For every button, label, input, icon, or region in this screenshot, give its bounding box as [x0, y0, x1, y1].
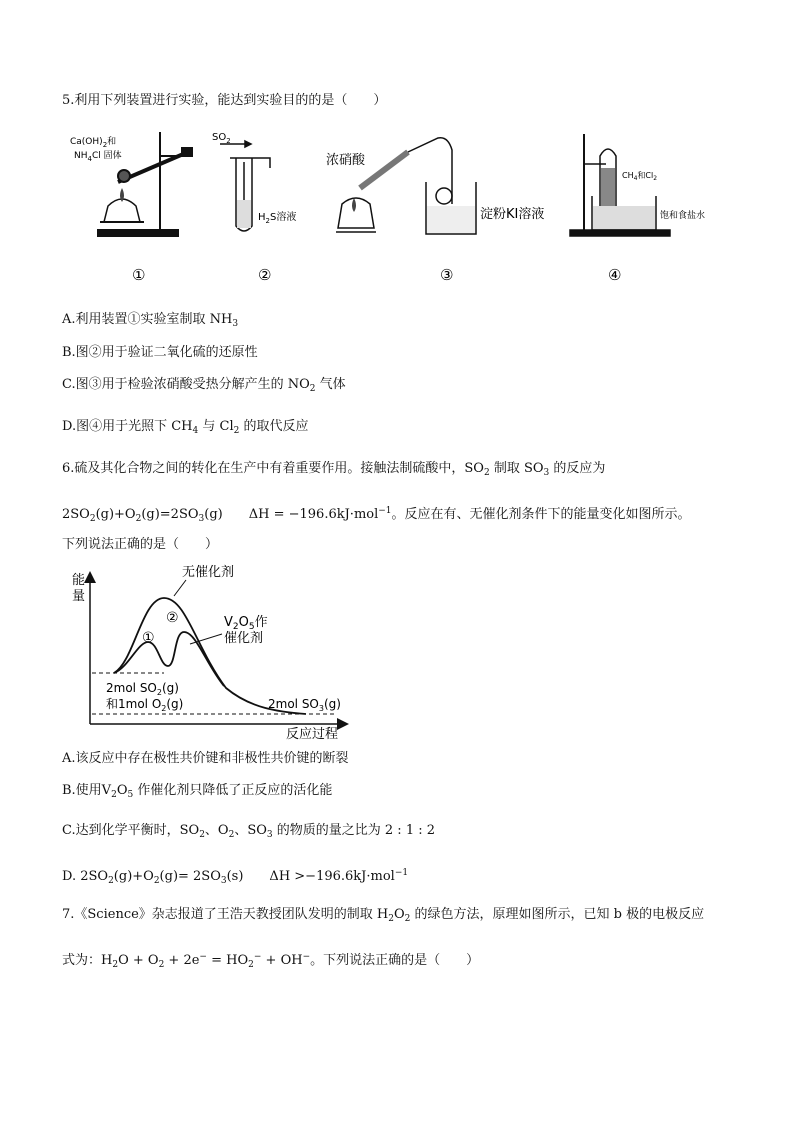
- q6-option-c: C.达到化学平衡时，$SO_2$、$O_2$、$SO_3$ 的物质的量之比为 2 : 1 : 2: [62, 823, 436, 840]
- q6-stem-line3: 下列说法正确的是（ ）: [62, 537, 219, 552]
- no-catalyst-label: 无催化剂: [182, 565, 235, 580]
- a4-gas: $CH_4$和$Cl_2$: [622, 171, 658, 182]
- peak-2-label: ②: [166, 610, 179, 626]
- reactant-label-1: 2mol $SO_2(g)$: [106, 681, 179, 697]
- x-axis-label: 反应过程: [286, 727, 339, 742]
- q5-apparatus-figure: [60, 122, 740, 292]
- peak-1-label: ①: [142, 630, 155, 646]
- q5-option-a: A.利用装置①实验室制取 $NH_3$: [62, 312, 239, 329]
- a1-reagent-line2: $NH_4Cl$ 固体: [74, 151, 122, 163]
- no-catalyst-pointer: [174, 580, 186, 596]
- q5-option-b: B.图②用于验证二氧化硫的还原性: [62, 345, 258, 360]
- y-axis-label-2: 量: [72, 589, 86, 604]
- catalyst-label-1: $V_2O_5$作: [224, 615, 268, 632]
- apparatus-label-1: ①: [132, 266, 146, 284]
- q6-option-a: A.该反应中存在极性共价键和非极性共价键的断裂: [62, 751, 349, 766]
- energy-diagram: [64, 562, 364, 742]
- q6-stem-line1: 6.硫及其化合物之间的转化在生产中有着重要作用。接触法制硫酸中，$SO_2$ 制取 $SO_3$ 的反应为: [62, 461, 606, 478]
- a2-solution: $H_2S$溶液: [258, 212, 297, 225]
- q6-option-d: D. $2SO_2(g)+O_2(g)= 2SO_3(s)$ ΔH >−196.6kJ·mol$^{-1}$: [62, 868, 409, 886]
- q5-option-d: D.图④用于光照下 $CH_4$ 与 $Cl_2$ 的取代反应: [62, 419, 309, 436]
- a3-solution-label: 淀粉KI溶液: [480, 207, 545, 222]
- a1-reagent-line1: $Ca(OH)_2$和: [70, 137, 117, 149]
- product-label: 2mol $SO_3(g)$: [268, 697, 341, 713]
- q5-option-c: C.图③用于检验浓硝酸受热分解产生的 $NO_2$ 气体: [62, 377, 346, 394]
- a2-gas: $SO_2$: [212, 132, 231, 145]
- a4-water-label: 饱和食盐水: [660, 211, 706, 221]
- apparatus-1: [98, 132, 192, 236]
- catalyst-label-2: 催化剂: [224, 631, 264, 646]
- q7-stem-line1: 7.《Science》杂志报道了王浩天教授团队发明的制取 $H_2O_2$ 的绿色方法，原理如图所示，已知 b 极的电极反应: [62, 907, 705, 924]
- apparatus-label-3: ③: [440, 266, 454, 284]
- apparatus-label-2: ②: [258, 266, 272, 284]
- apparatus-4: [570, 134, 670, 236]
- reactant-label-2: 和1mol $O_2(g)$: [106, 697, 184, 713]
- a3-acid-label: 浓硝酸: [326, 153, 366, 168]
- q6-option-b: B.使用$V_2O_5$ 作催化剂只降低了正反应的活化能: [62, 783, 333, 800]
- q5-stem: 5.利用下列装置进行实验，能达到实验目的的是（ ）: [62, 93, 387, 108]
- q6-equation-line: $2SO_2(g)+O_2(g)=2SO_3(g)$ ΔH = −196.6kJ·mol$^{-1}$。反应在有、无催化剂条件下的能量变化如图所示。: [62, 506, 691, 524]
- q7-stem-line2: 式为：$H_2O + O_2 + 2e^- = HO_2^- + OH^-$。下列说法正确的是（ ）: [62, 952, 480, 970]
- apparatus-label-4: ④: [608, 266, 622, 284]
- y-axis-label-1: 能: [72, 573, 86, 588]
